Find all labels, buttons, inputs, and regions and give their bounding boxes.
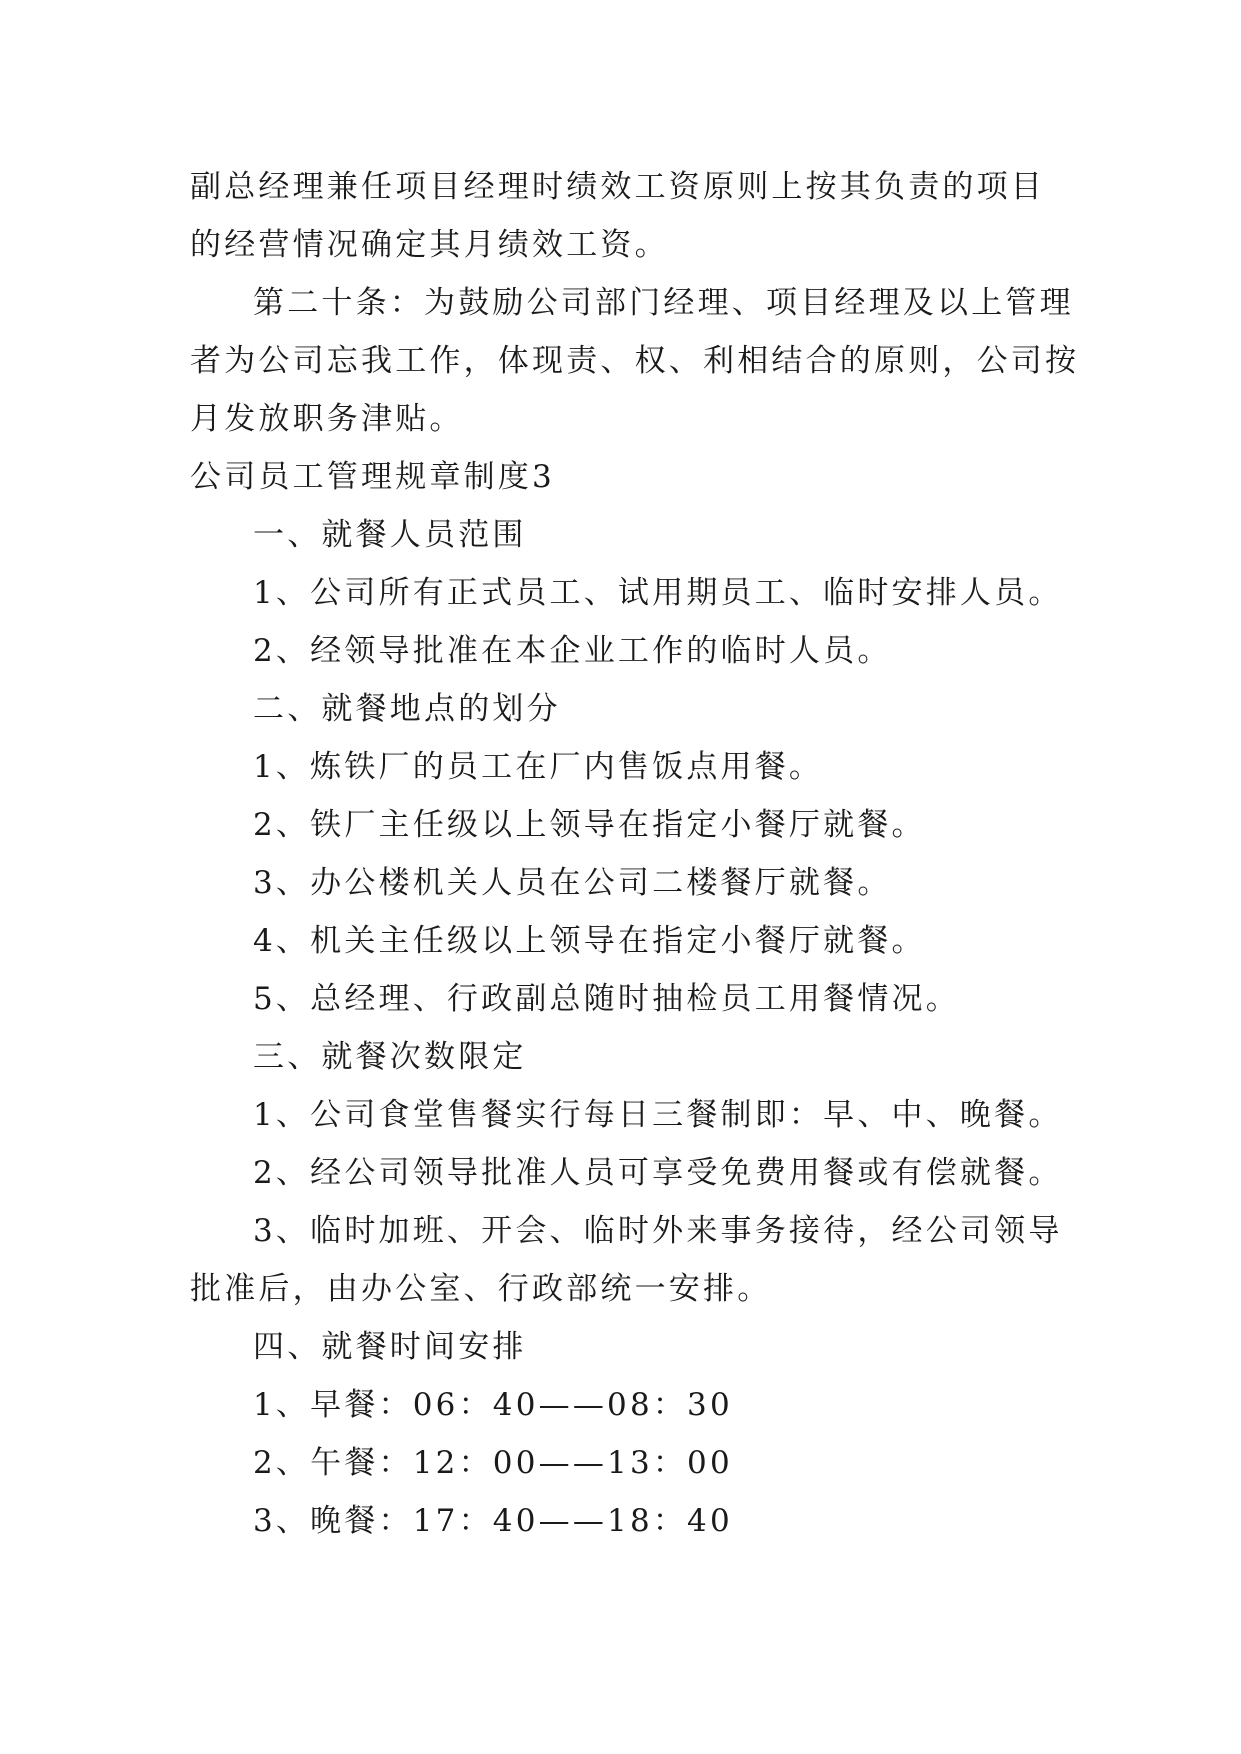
text-line: 的经营情况确定其月绩效工资。	[190, 227, 669, 263]
list-item: 1、公司食堂售餐实行每日三餐制即：早、中、晚餐。	[253, 1097, 1063, 1133]
list-item: 2、经领导批准在本企业工作的临时人员。	[253, 633, 892, 669]
section-heading: 三、就餐次数限定	[253, 1039, 527, 1075]
list-item: 1、早餐：06：40——08：30	[253, 1387, 733, 1423]
text-line: 月发放职务津贴。	[190, 401, 464, 437]
text-line: 副总经理兼任项目经理时绩效工资原则上按其负责的项目	[190, 169, 1045, 205]
list-item: 4、机关主任级以上领导在指定小餐厅就餐。	[253, 923, 926, 959]
list-item: 3、临时加班、开会、临时外来事务接待，经公司领导	[253, 1213, 1063, 1249]
section-heading: 一、就餐人员范围	[253, 517, 527, 553]
section-title: 公司员工管理规章制度3	[190, 459, 555, 495]
list-item: 3、办公楼机关人员在公司二楼餐厅就餐。	[253, 865, 892, 901]
list-item: 1、公司所有正式员工、试用期员工、临时安排人员。	[253, 575, 1063, 611]
text-line: 批准后，由办公室、行政部统一安排。	[190, 1271, 772, 1307]
list-item: 3、晚餐：17：40——18：40	[253, 1503, 733, 1539]
list-item: 1、炼铁厂的员工在厂内售饭点用餐。	[253, 749, 824, 785]
list-item: 2、铁厂主任级以上领导在指定小餐厅就餐。	[253, 807, 926, 843]
section-heading: 四、就餐时间安排	[253, 1329, 527, 1365]
section-heading: 二、就餐地点的划分	[253, 691, 561, 727]
text-line: 第二十条：为鼓励公司部门经理、项目经理及以上管理	[253, 285, 1074, 321]
list-item: 5、总经理、行政副总随时抽检员工用餐情况。	[253, 981, 960, 1017]
text-line: 者为公司忘我工作，体现责、权、利相结合的原则，公司按	[190, 343, 1080, 379]
list-item: 2、午餐：12：00——13：00	[253, 1445, 733, 1481]
document-body	[190, 158, 1080, 1550]
list-item: 2、经公司领导批准人员可享受免费用餐或有偿就餐。	[253, 1155, 1063, 1191]
